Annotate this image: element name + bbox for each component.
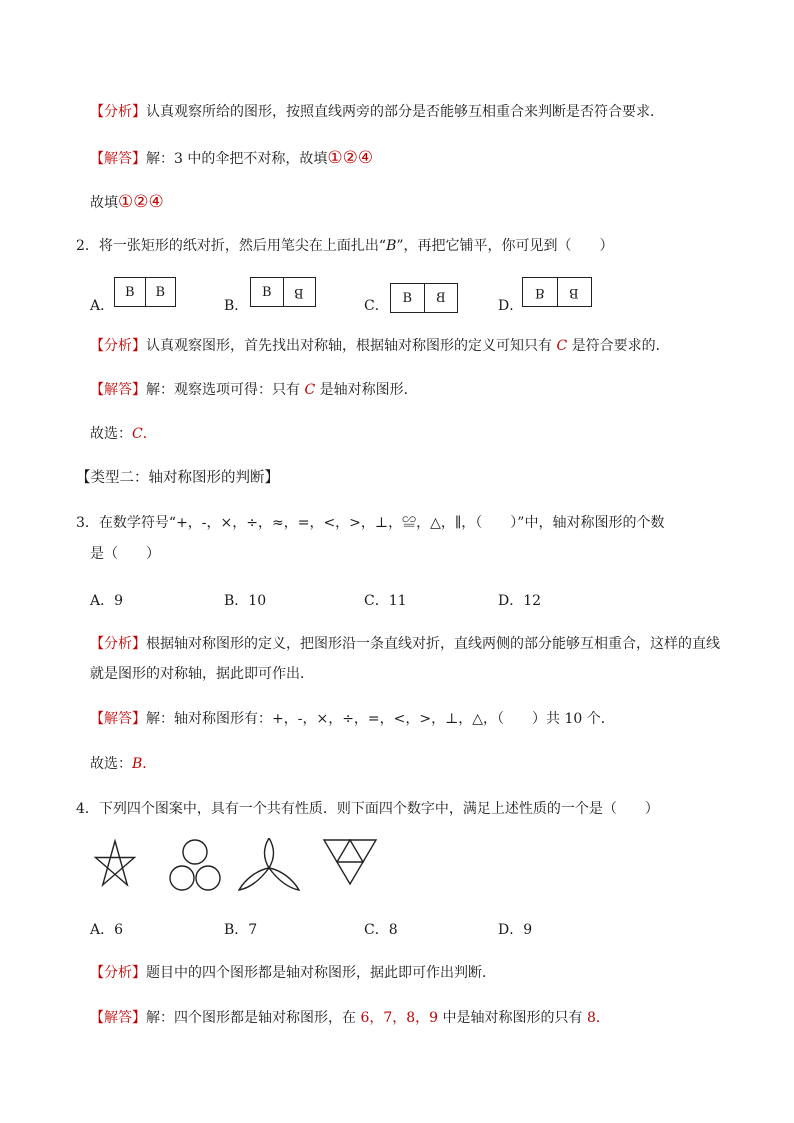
answer-text: 解：3 中的伞把不对称，故填 <box>146 151 328 167</box>
letter-cell-right <box>557 278 592 306</box>
q4-analysis <box>90 963 496 983</box>
q3-answer <box>90 709 615 729</box>
three-leaves-figure <box>238 838 300 896</box>
q4-choice-d[interactable]: D．9 <box>498 922 533 938</box>
q2-option-b[interactable] <box>224 277 364 317</box>
q4-answer <box>90 1008 610 1028</box>
answer-pre: 解：观察选项可得：只有 <box>146 382 305 398</box>
choose-end: ． <box>142 756 157 772</box>
answer-text: 解：轴对称图形有：+，-，×，÷，=，<，>，⊥，△，（ ）共 10 个． <box>146 711 615 727</box>
q2-question-var: B <box>386 238 397 254</box>
letter-cell-left <box>523 278 557 306</box>
q1-fill <box>90 192 164 213</box>
answer-tag: 【解答】 <box>90 151 146 167</box>
answer-tag: 【解答】 <box>90 382 146 398</box>
analysis-pre: 认真观察图形，首先找出对称轴，根据轴对称图形的定义可知只有 <box>146 338 557 354</box>
analysis-var: C <box>556 338 568 354</box>
q2-option-c[interactable] <box>364 277 504 317</box>
letter-b: B <box>155 284 166 300</box>
letter-b: B <box>261 284 272 300</box>
q2-question <box>76 236 614 256</box>
letter-cell-left <box>391 284 424 312</box>
q2-option-a[interactable] <box>90 277 230 317</box>
q3-choice-d[interactable]: D．12 <box>498 593 542 609</box>
analysis-text: 题目中的四个图形都是轴对称图形，据此即可作出判断． <box>146 965 496 981</box>
q2-analysis <box>90 336 670 356</box>
q1-answer <box>90 148 373 169</box>
q4-choice-c[interactable]: C．8 <box>364 922 398 938</box>
q3-choice-a[interactable]: A．9 <box>90 593 124 609</box>
letter-cell-left <box>115 278 145 306</box>
letter-b-rotated: B <box>569 284 580 300</box>
analysis-tag: 【分析】 <box>90 636 146 652</box>
answer-tag: 【解答】 <box>90 1010 146 1026</box>
choose-text: 故选： <box>90 426 132 442</box>
letter-b: B <box>124 284 135 300</box>
letter-cell-right <box>283 278 316 306</box>
choose-var: C <box>132 426 143 442</box>
option-label: B． <box>224 298 249 314</box>
option-label: A． <box>90 298 115 314</box>
q2-choose <box>90 424 157 444</box>
q1-analysis <box>90 102 664 122</box>
answer-end: ． <box>595 1010 610 1026</box>
letter-b: B <box>402 290 413 306</box>
q3-question-line2: 是（ ） <box>90 546 160 562</box>
answer-numbers: 6，7，8，9 <box>360 1010 439 1026</box>
letter-cell-left <box>251 278 283 306</box>
option-label: C． <box>364 298 389 314</box>
q2-question-suffix: ”，再把它铺平，你可见到（ ） <box>396 238 614 254</box>
folded-paper-box <box>250 277 316 307</box>
q3-analysis-line2: 就是图形的对称轴，据此即可作出． <box>90 666 314 682</box>
option-label: D． <box>498 298 524 314</box>
analysis-tag: 【分析】 <box>90 965 146 981</box>
three-circles-figure <box>164 838 226 894</box>
analysis-post: 是符合要求的． <box>567 338 670 354</box>
answer-post: 是轴对称图形． <box>315 382 418 398</box>
analysis-text-line1: 根据轴对称图形的定义，把图形沿一条直线对折，直线两侧的部分能够互相重合，这样的直线 <box>146 636 720 652</box>
letter-cell-right <box>145 278 176 306</box>
q4-question: 4．下列四个图案中，具有一个共有性质．则下面四个数字中，满足上述性质的一个是（ ） <box>76 801 659 817</box>
analysis-tag: 【分析】 <box>90 338 146 354</box>
answer-post: 中是轴对称图形的只有 <box>438 1010 587 1026</box>
q2-question-prefix: 2．将一张矩形的纸对折，然后用笔尖在上面扎出“ <box>76 238 387 254</box>
q2-options <box>0 277 794 317</box>
letter-b-mirrored: B <box>435 290 446 306</box>
choose-text: 故选： <box>90 756 132 772</box>
star-pentagram-figure <box>90 838 140 892</box>
folded-paper-box <box>390 283 458 313</box>
q4-choice-b[interactable]: B．7 <box>224 922 258 938</box>
letter-b-rotated: B <box>294 284 305 300</box>
three-triangles-figure <box>320 838 380 892</box>
fill-circled-numbers: ①②④ <box>118 192 164 212</box>
q4-choice-a[interactable]: A．6 <box>90 922 124 938</box>
choose-var: B <box>132 756 143 772</box>
letter-cell-right <box>424 284 458 312</box>
analysis-tag: 【分析】 <box>90 104 146 120</box>
folded-paper-box <box>114 277 176 307</box>
answer-tag: 【解答】 <box>90 711 146 727</box>
answer-result: 8 <box>587 1010 596 1026</box>
answer-var: C <box>304 382 316 398</box>
q2-answer <box>90 380 418 400</box>
answer-circled-numbers: ①②④ <box>327 148 374 168</box>
analysis-text: 认真观察所给的图形，按照直线两旁的部分是否能够互相重合来判断是否符合要求． <box>146 104 664 120</box>
letter-b-flipped: B <box>534 284 545 300</box>
choose-end: ． <box>142 426 157 442</box>
fill-text: 故填 <box>90 195 118 211</box>
q3-choice-c[interactable]: C．11 <box>364 593 407 609</box>
q2-option-d[interactable] <box>498 277 638 317</box>
q3-choice-b[interactable]: B．10 <box>224 593 267 609</box>
q3-choose <box>90 754 156 774</box>
q3-question-line1: 3．在数学符号“+，-，×，÷，≈，=，<，>，⊥，≌，△，∥，（ ）”中，轴对称图形的个数 <box>76 515 665 531</box>
folded-paper-box <box>522 277 592 307</box>
q3-analysis-line1 <box>90 634 720 654</box>
section-title: 【类型二：轴对称图形的判断】 <box>76 470 279 486</box>
answer-pre: 解：四个图形都是轴对称图形，在 <box>146 1010 361 1026</box>
